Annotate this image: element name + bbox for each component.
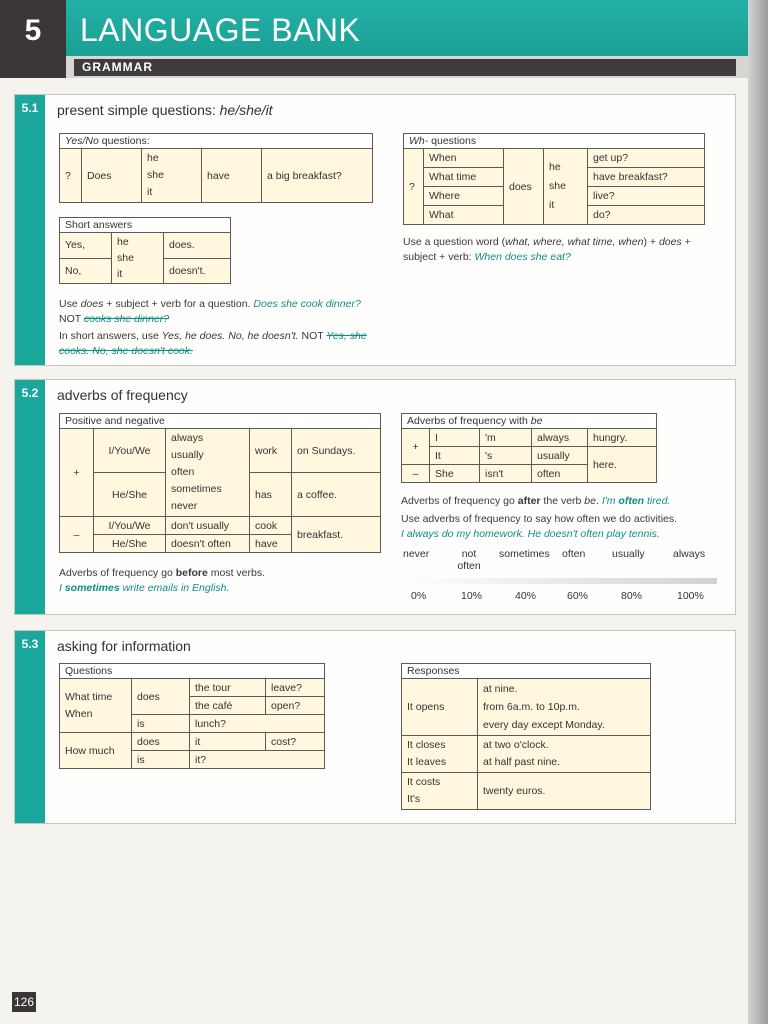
aux-cell: Does (82, 149, 142, 203)
subject-cell: lunch? (190, 715, 325, 733)
adverbs-cell: always usually often sometimes never (166, 429, 250, 517)
aux-cell: is (132, 715, 190, 733)
subject-verb-cell: It costs It's (402, 773, 478, 810)
be-cell: isn't (480, 465, 532, 483)
section-number: 5.2 (15, 380, 45, 406)
short-answers-table (59, 217, 231, 284)
verb-cell: leave? (266, 679, 325, 697)
section-5-3 (14, 630, 736, 824)
question-mark: ? (404, 149, 424, 225)
yes-no-questions-table (59, 133, 373, 203)
subject-cell: it? (190, 751, 325, 769)
verb-cell: live? (588, 187, 705, 206)
frequency-scale-percents (401, 590, 731, 604)
scale-label: always (673, 548, 706, 560)
object-cell: a big breakfast? (262, 149, 373, 203)
wh-word: When (424, 149, 504, 168)
unit-number: 5 (0, 0, 66, 78)
frequency-scale-bar (401, 578, 717, 584)
adverbs-with-be-table (401, 413, 657, 483)
subject-cell: the tour (190, 679, 266, 697)
object-cell: breakfast. (292, 517, 381, 553)
subject-cell: I (430, 429, 480, 447)
verb-cell: get up? (588, 149, 705, 168)
question-word-cell: How much (60, 733, 132, 769)
adverb-cell: always (532, 429, 588, 447)
note-does: Use does + subject + verb for a question. Does she cook dinner? NOT cooks she dinner? (59, 298, 361, 325)
section-stripe (15, 631, 45, 823)
object-cell: on Sundays. (292, 429, 381, 473)
table-header: Adverbs of frequency with be (402, 414, 657, 429)
aux-cell: is (132, 751, 190, 769)
page-edge-shadow (748, 0, 768, 1024)
no-cell: No, (60, 258, 112, 284)
adverb-cell: often (532, 465, 588, 483)
doesnt-cell: doesn't. (164, 258, 231, 284)
adverb-cell: don't usually (166, 517, 250, 535)
subject-cell: he she it (544, 149, 588, 225)
scale-label: never (403, 548, 430, 560)
minus-sign: – (60, 517, 94, 553)
time-cell: at two o'clock. at half past nine. (478, 736, 651, 773)
scale-label: often (562, 548, 586, 560)
aux-cell: does (132, 733, 190, 751)
wh-word: What (424, 206, 504, 225)
question-word-cell: What time When (60, 679, 132, 733)
subject-cell: She (430, 465, 480, 483)
verb-cell: do? (588, 206, 705, 225)
section-5-2 (14, 379, 736, 615)
minus-sign: – (402, 465, 430, 483)
verb-cell: has (250, 473, 292, 517)
price-cell: twenty euros. (478, 773, 651, 810)
wh-questions-table (403, 133, 705, 225)
section-title: asking for information (57, 638, 191, 654)
object-cell: a coffee. (292, 473, 381, 517)
subject-cell: I/You/We (94, 429, 166, 473)
title-text: present simple questions: (57, 102, 220, 118)
page-number: 126 (12, 992, 36, 1012)
subject-verb-cell: It closes It leaves (402, 736, 478, 773)
positive-negative-table (59, 413, 381, 553)
scale-label: sometimes (499, 548, 550, 560)
adverb-cell: doesn't often (166, 535, 250, 553)
plus-sign: + (402, 429, 430, 465)
scale-percent: 40% (515, 590, 537, 602)
adverb-cell: usually (532, 447, 588, 465)
object-cell: hungry. (588, 429, 657, 447)
time-cell: at nine. from 6a.m. to 10p.m. every day except Monday. (478, 679, 651, 736)
table-header: Positive and negative (60, 414, 381, 429)
scale-label: not often (457, 548, 481, 572)
subject-cell: He/She (94, 535, 166, 553)
scale-percent: 0% (411, 590, 427, 602)
subject-cell: He/She (94, 473, 166, 517)
table-header: Short answers (60, 218, 231, 233)
subject-verb-cell: It opens (402, 679, 478, 736)
note-how-often: Use adverbs of frequency to say how often we do activities. I always do my homework. He doesn't often play tennis. (401, 513, 678, 540)
verb-cell: open? (266, 697, 325, 715)
plus-sign: + (60, 429, 94, 517)
does-cell: does. (164, 233, 231, 259)
note-short-answers: In short answers, use Yes, he does. No, he doesn't. NOT Yes, she cooks. No, she doesn't cook. (59, 330, 367, 357)
subject-cell: It (430, 447, 480, 465)
verb-cell: work (250, 429, 292, 473)
title-italic: he/she/it (219, 102, 273, 118)
verb-cell: cook (250, 517, 292, 535)
table-header: Questions (60, 664, 325, 679)
verb-cell: have breakfast? (588, 168, 705, 187)
page-header (0, 0, 768, 78)
aux-cell: does (132, 679, 190, 715)
aux-cell: does (504, 149, 544, 225)
verb-cell: have (250, 535, 292, 553)
subject-cell: he she it (142, 149, 202, 203)
table-header: Yes/No questions: (60, 134, 373, 149)
scale-percent: 10% (461, 590, 483, 602)
page-title: LANGUAGE BANK (80, 12, 361, 48)
subject-cell: it (190, 733, 266, 751)
section-label-grammar: GRAMMAR (74, 59, 736, 76)
scale-percent: 80% (621, 590, 643, 602)
question-mark: ? (60, 149, 82, 203)
section-title: adverbs of frequency (57, 387, 188, 403)
section-5-1 (14, 94, 736, 366)
object-cell: here. (588, 447, 657, 483)
section-stripe (15, 95, 45, 365)
table-header: Wh- questions (404, 134, 705, 149)
section-stripe (15, 380, 45, 614)
frequency-scale-labels (401, 548, 731, 576)
note-before-verbs: Adverbs of frequency go before most verbs. I sometimes write emails in English. (59, 567, 266, 594)
wh-word: What time (424, 168, 504, 187)
section-number: 5.1 (15, 95, 45, 121)
note-after-be: Adverbs of frequency go after the verb be. I'm often tired. (401, 495, 671, 507)
section-number: 5.3 (15, 631, 45, 657)
be-cell: 's (480, 447, 532, 465)
subject-cell: he she it (112, 233, 164, 284)
table-header: Responses (402, 664, 651, 679)
responses-table (401, 663, 651, 810)
verb-cell: have (202, 149, 262, 203)
subject-cell: I/You/We (94, 517, 166, 535)
be-cell: 'm (480, 429, 532, 447)
questions-table (59, 663, 325, 769)
verb-cell: cost? (266, 733, 325, 751)
note-question-word: Use a question word (what, where, what time, when) + does + subject + verb: When does she eat? (403, 236, 691, 263)
subject-cell: the café (190, 697, 266, 715)
yes-cell: Yes, (60, 233, 112, 259)
wh-word: Where (424, 187, 504, 206)
scale-percent: 100% (677, 590, 704, 602)
scale-percent: 60% (567, 590, 589, 602)
scale-label: usually (612, 548, 645, 560)
section-title (57, 102, 273, 118)
